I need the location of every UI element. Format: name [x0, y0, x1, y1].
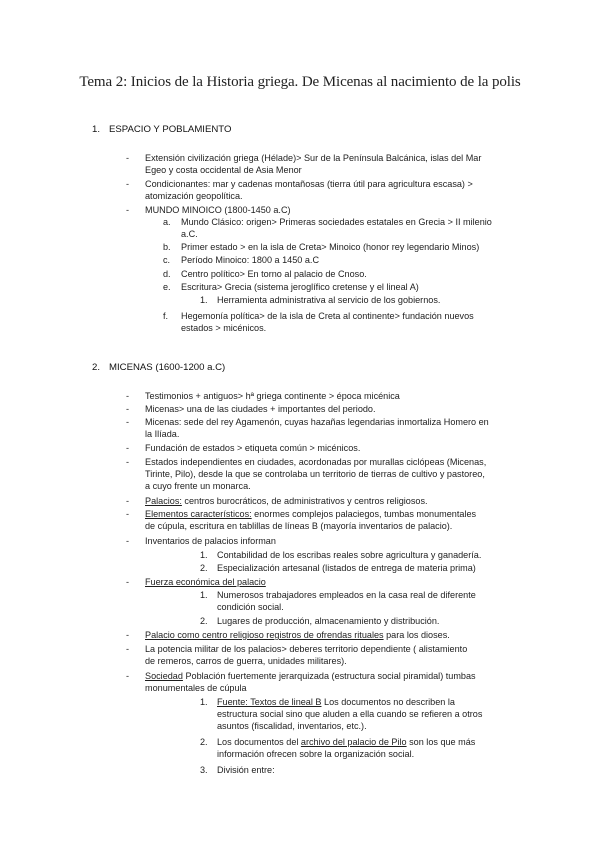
- s2-bullet-8-item-2: Especialización artesanal (listados de entrega de materia prima): [217, 563, 476, 573]
- s2-bullet-8-item-1: Contabilidad de los escribas reales sobre agricultura y ganadería.: [217, 550, 482, 560]
- s2-bullet-3-line-2: la Ilíada.: [145, 429, 180, 439]
- s1-bullet-2-line-1: Condicionantes: mar y cadenas montañosas (tierra útil para agricultura escasa) >: [145, 179, 473, 189]
- s2-bullet-12-line-2: monumentales de cúpula: [145, 683, 247, 693]
- section-2-heading: [92, 362, 225, 373]
- s1-bullet-1-line-1: Extensión civilización griega (Hélade)> Sur de la Península Balcánica, islas del Mar: [145, 153, 482, 163]
- s2-bullet-5-line-3: a cuyo frente un monarca.: [145, 481, 251, 491]
- s2-bullet-12-item-1-line-2: estructura social sino que aluden a ella cuando se refieren a otros: [217, 709, 483, 719]
- s1-item-b: Primer estado > en la isla de Creta> Minoico (honor rey legendario Minos): [181, 242, 480, 252]
- bullet-dash: -: [126, 509, 130, 519]
- underlined-term: Elementos característicos:: [145, 509, 252, 519]
- s2-bullet-12-item-2-line-2: información ofrecen sobre la organización social.: [217, 749, 415, 759]
- s2-bullet-10: Palacio como centro religioso registros de ofrendas rituales para los dioses.: [145, 630, 450, 640]
- bullet-dash: -: [126, 496, 130, 506]
- s1-item-f-line-2: estados > micénicos.: [181, 323, 267, 333]
- list-number-3: 3.: [200, 765, 208, 775]
- bullet-dash: -: [126, 205, 130, 215]
- bullet-dash: -: [126, 630, 130, 640]
- s1-bullet-1-line-2: Egeo y costa occidental de Asia Menor: [145, 165, 302, 175]
- s2-bullet-7-line-2: de cúpula, escritura en tablillas de líneas B (mayoría inventarios de palacio).: [145, 521, 453, 531]
- section-1-number: 1.: [92, 124, 101, 135]
- section-1-heading: [92, 124, 231, 135]
- bullet-dash: -: [126, 457, 130, 467]
- bullet-dash: -: [126, 153, 130, 163]
- bullet-dash: -: [126, 577, 130, 587]
- list-number-1: 1.: [200, 590, 208, 600]
- list-letter-b: b.: [163, 242, 171, 252]
- section-1-title: ESPACIO Y POBLAMIENTO: [109, 124, 232, 135]
- s2-bullet-7-line-1: Elementos característicos: enormes complejos palaciegos, tumbas monumentales: [145, 509, 477, 519]
- bullet-dash: -: [126, 417, 130, 427]
- list-number-1: 1.: [200, 697, 208, 707]
- s2-bullet-11-line-2: de remeros, carros de guerra, unidades militares).: [145, 656, 347, 666]
- underlined-term: Fuente: Textos de lineal B: [217, 697, 322, 707]
- s1-item-a-line-2: a.C.: [181, 229, 198, 239]
- s2-bullet-3-line-1: Micenas: sede del rey Agamenón, cuyas hazañas legendarias inmortaliza Homero en: [145, 417, 489, 427]
- s2-bullet-12-item-1-line-1: Fuente: Textos de lineal B Los documentos no describen la: [217, 697, 455, 707]
- s1-item-e: Escritura> Grecia (sistema jeroglífico cretense y el lineal A): [181, 282, 419, 292]
- s2-bullet-12-line-1: Sociedad Población fuertemente jerarquizada (estructura social piramidal) tumbas: [145, 671, 476, 681]
- s1-item-e-1: Herramienta administrativa al servicio de los gobiernos.: [217, 295, 441, 305]
- s1-item-c: Período Minoico: 1800 a 1450 a.C: [181, 255, 320, 265]
- s2-bullet-9-item-1-line-2: condición social.: [217, 602, 284, 612]
- s2-bullet-9-item-1-line-1: Numerosos trabajadores empleados en la casa real de diferente: [217, 590, 476, 600]
- s2-bullet-9: Fuerza económica del palacio: [145, 577, 266, 587]
- s2-bullet-6: Palacios: centros burocráticos, de administrativos y centros religiosos.: [145, 496, 428, 506]
- bullet-dash: -: [126, 391, 130, 401]
- s1-item-f-line-1: Hegemonía política> de la isla de Creta al continente> fundación nuevos: [181, 311, 474, 321]
- s2-bullet-1: Testimonios + antiguos> hª griega continente > época micénica: [145, 391, 400, 401]
- list-number-1: 1.: [200, 550, 208, 560]
- list-letter-d: d.: [163, 269, 171, 279]
- s2-bullet-5-line-2: Tirinte, Pilo), desde la que se controlaba un territorio de tierras de cultivo y pastoreo,: [145, 469, 485, 479]
- s2-bullet-12-item-3: División entre:: [217, 765, 275, 775]
- s2-bullet-12-item-2-line-1: Los documentos del archivo del palacio de Pilo son los que más: [217, 737, 476, 747]
- bullet-dash: -: [126, 179, 130, 189]
- bullet-dash: -: [126, 443, 130, 453]
- list-letter-a: a.: [163, 217, 171, 227]
- list-number-2: 2.: [200, 563, 208, 573]
- document-title: Tema 2: Inicios de la Historia griega. De Micenas al nacimiento de la polis: [79, 74, 521, 90]
- s2-bullet-11-line-1: La potencia militar de los palacios> deberes territorio dependiente ( alistamiento: [145, 644, 468, 654]
- list-letter-c: c.: [163, 255, 171, 265]
- underlined-term: archivo del palacio de Pilo: [300, 737, 407, 747]
- s1-item-d: Centro político> En torno al palacio de Cnoso.: [181, 269, 367, 279]
- section-2-number: 2.: [92, 362, 101, 373]
- list-number-1: 1.: [200, 295, 208, 305]
- bullet-dash: -: [126, 404, 130, 414]
- s2-bullet-2: Micenas> una de las ciudades + importantes del periodo.: [145, 404, 376, 414]
- underlined-term: Palacios:: [145, 496, 182, 506]
- s2-bullet-8: Inventarios de palacios informan: [145, 536, 276, 546]
- bullet-dash: -: [126, 644, 130, 654]
- s2-bullet-12-item-1-line-3: asuntos (fiscalidad, inventarios, etc.).: [217, 721, 367, 731]
- s2-bullet-4: Fundación de estados > etiqueta común > micénicos.: [145, 443, 361, 453]
- list-number-2: 2.: [200, 616, 208, 626]
- list-letter-e: e.: [163, 282, 171, 292]
- s1-item-a-line-1: Mundo Clásico: origen> Primeras sociedades estatales en Grecia > II milenio: [181, 217, 492, 227]
- s1-bullet-2-line-2: atomización geopolítica.: [145, 191, 243, 201]
- list-number-2: 2.: [200, 737, 208, 747]
- bullet-dash: -: [126, 671, 130, 681]
- section-2-title: MICENAS (1600-1200 a.C): [109, 362, 226, 373]
- s2-bullet-9-item-2: Lugares de producción, almacenamiento y distribución.: [217, 616, 440, 626]
- bullet-dash: -: [126, 536, 130, 546]
- s1-bullet-3: MUNDO MINOICO (1800-1450 a.C): [145, 205, 291, 215]
- list-letter-f: f.: [163, 311, 169, 321]
- underlined-term: Sociedad: [145, 671, 183, 681]
- underlined-term: Palacio como centro religioso registros de ofrendas rituales: [145, 630, 384, 640]
- s2-bullet-5-line-1: Estados independientes en ciudades, acordonadas por murallas ciclópeas (Micenas,: [145, 457, 487, 467]
